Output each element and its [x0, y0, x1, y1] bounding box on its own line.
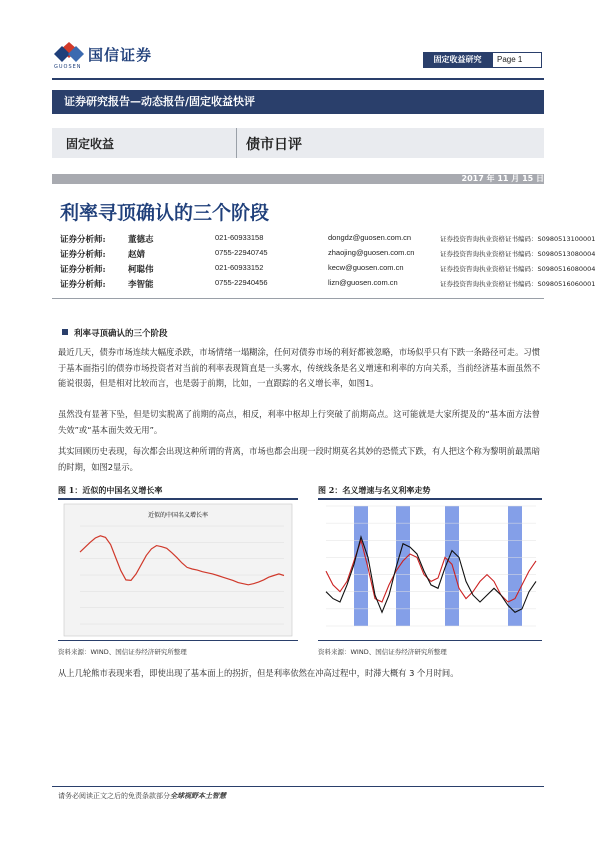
analyst-cert: 证券投资咨询执业资格证书编码：S0980513100001 [440, 235, 596, 243]
report-tag: 固定收益研究 [423, 52, 492, 68]
chart-2-shaded-period [354, 506, 368, 626]
figure-1-chart [58, 500, 298, 640]
analyst-phone: 021-60933152 [215, 263, 264, 272]
report-type-band: 证券研究报告—动态报告/固定收益快评 [52, 90, 544, 114]
figure-2-chart [318, 500, 542, 640]
figure-1-caption: 图 1：近似的中国名义增长率 [58, 483, 298, 500]
chart-2-background [320, 502, 540, 638]
report-title: 利率寻顶确认的三个阶段 [60, 202, 270, 224]
section-divider [236, 128, 237, 158]
report-date: 2017 年 11 月 15 日 [461, 174, 544, 183]
section-heading-text: 利率寻顶确认的三个阶段 [74, 329, 168, 339]
analyst-name: 赵婧 [128, 250, 146, 260]
analyst-phone: 0755-22940456 [215, 278, 268, 287]
analyst-row [60, 248, 596, 262]
analyst-label: 证券分析师: [60, 265, 106, 275]
analyst-name: 董德志 [128, 235, 154, 245]
logo-text: 国信证券 [88, 46, 153, 64]
figure-1-source: 资料来源：WIND、国信证券经济研究所整理 [58, 648, 187, 656]
analyst-cert: 证券投资咨询执业资格证书编码：S0980516060001 [440, 280, 596, 288]
figure-2-source: 资料来源：WIND、国信证券经济研究所整理 [318, 648, 447, 656]
footer-disclaimer: 请务必阅读正文之后的免责条款部分 [58, 792, 170, 800]
figure-2 [318, 500, 542, 641]
analyst-email[interactable]: kecw@guosen.com.cn [328, 263, 404, 272]
chart-1-background [64, 504, 292, 636]
footer-slogan: 全球视野本土智慧 [170, 792, 226, 800]
analyst-label: 证券分析师: [60, 250, 106, 260]
figure-2-caption: 图 2：名义增速与名义利率走势 [318, 483, 542, 500]
guosen-logo-icon [52, 40, 86, 64]
chart-1-title: 近似的中国名义增长率 [147, 512, 209, 519]
analyst-email[interactable]: lizn@guosen.com.cn [328, 278, 398, 287]
paragraph: 其实回顾历史表现，每次都会出现这种所谓的背离，市场也都会出现一段时期莫名其妙的恐慌式下跌，有人把这个称为黎明前最黑暗的时期，如图2显示。 [58, 446, 540, 472]
analyst-cert: 证券投资咨询执业资格证书编码：S0980513080004 [440, 250, 596, 258]
analyst-name: 李智能 [128, 280, 154, 290]
footer-rule [52, 786, 544, 787]
analyst-email[interactable]: zhaojing@guosen.com.cn [328, 248, 415, 257]
guosen-logo [52, 40, 202, 74]
square-bullet-icon [62, 329, 68, 335]
paragraph: 最近几天，债券市场连续大幅度杀跌，市场情绪一塌糊涂，任何对债券市场的利好都被忽略，市场似乎只有下跌一条路径可走。习惯于基本面指引的债券市场投资者对当前的利率表现简直是一头雾水，传统线条是名义增速和利率的方向关系，当前经济基本面虽然不能说很弱，但是相对比较而言，也是弱于前期，比如，一直跟踪的名义增长率，如图1。 [58, 347, 540, 388]
analyst-label: 证券分析师: [60, 235, 106, 245]
analyst-name: 柯聪伟 [128, 265, 154, 275]
paragraph: 从上几轮熊市表现来看，即使出现了基本面上的拐折，但是利率依然在冲高过程中，时滞大概有 3 个月时间。 [58, 668, 459, 678]
footer [58, 791, 226, 801]
analyst-label: 证券分析师: [60, 280, 106, 290]
figure-1 [58, 500, 298, 641]
paragraph: 虽然没有显著下坠，但是切实脱离了前期的高点，相反，利率中枢却上行突破了前期高点。这可能就是大家所提及的“基本面方法曾失效”或“基本面失效无用”。 [58, 409, 540, 435]
analyst-row [60, 278, 596, 292]
analyst-phone: 0755-22940745 [215, 248, 268, 257]
section-label: 固定收益 [66, 137, 115, 151]
section-heading [62, 327, 168, 339]
analyst-cert: 证券投资咨询执业资格证书编码：S0980516080004 [440, 265, 596, 273]
header-rule [52, 78, 544, 80]
analyst-phone: 021-60933158 [215, 233, 264, 242]
analyst-rule [52, 298, 544, 299]
page-number: Page 1 [492, 52, 542, 68]
analyst-row [60, 233, 596, 247]
section-title: 债市日评 [246, 137, 302, 153]
chart-2-shaded-period [396, 506, 410, 626]
analyst-row [60, 263, 596, 277]
logo-subtext: GUOSEN [54, 64, 82, 70]
analyst-email[interactable]: dongdz@guosen.com.cn [328, 233, 412, 242]
